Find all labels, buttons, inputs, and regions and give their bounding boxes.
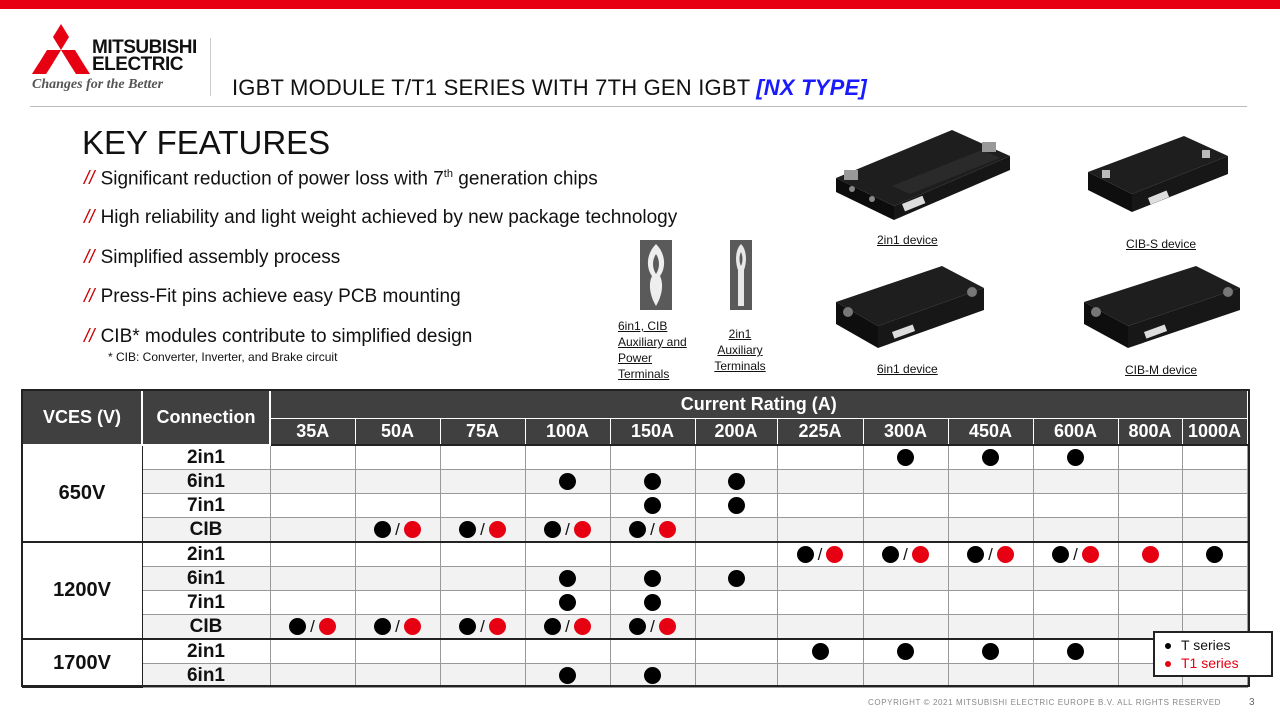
legend-label: T series	[1181, 637, 1231, 653]
t-series-dot-icon	[982, 449, 999, 466]
table-row	[22, 591, 1247, 615]
t-series-dot-icon	[459, 618, 476, 635]
t-series-dot-icon	[897, 643, 914, 660]
feature-text: Press-Fit pins achieve easy PCB mounting	[100, 286, 461, 307]
feature-text: Significant reduction of power loss with 7	[100, 168, 444, 190]
connection-cell: 6in1	[142, 567, 270, 591]
availability-cell	[777, 639, 863, 664]
brand-name-line1: MITSUBISHI	[92, 37, 197, 58]
t1-series-dot-icon	[826, 546, 843, 563]
connection-cell: 7in1	[142, 494, 270, 518]
feature-item	[84, 207, 677, 229]
availability-cell	[777, 542, 863, 567]
caption-line: Auxiliary	[717, 343, 763, 357]
page-number: 3	[1249, 697, 1255, 708]
availability-cell	[1182, 567, 1247, 591]
availability-cell	[1033, 494, 1118, 518]
t1-series-dot-icon	[404, 618, 421, 635]
availability-cell	[1033, 664, 1118, 688]
pin-2in1-caption	[711, 326, 769, 374]
availability-cell	[1182, 518, 1247, 543]
t-series-dot-icon	[644, 497, 661, 514]
device-2in1-caption: 2in1 device	[877, 233, 938, 247]
device-cib-m-caption: CIB-M device	[1125, 363, 1198, 377]
t-series-dot-icon	[1052, 546, 1069, 563]
t-series-dot-icon	[544, 618, 561, 635]
t-series-dot-icon	[459, 521, 476, 538]
t1-series-dot-icon	[659, 521, 676, 538]
availability-cell	[863, 567, 948, 591]
three-diamonds-icon	[32, 24, 90, 74]
t1-series-dot-icon	[574, 521, 591, 538]
feature-text: Simplified assembly process	[100, 247, 341, 268]
availability-cell	[948, 639, 1033, 664]
current-header-300a: 300A	[863, 418, 948, 445]
availability-cell	[695, 470, 777, 494]
availability-cell	[1182, 445, 1247, 470]
t-series-dot-icon	[1206, 546, 1223, 563]
availability-cell	[777, 591, 863, 615]
availability-cell	[525, 567, 610, 591]
copyright-notice: COPYRIGHT © 2021 MITSUBISHI ELECTRIC EUROPE B.V. ALL RIGHTS RESERVED	[868, 698, 1222, 707]
series-legend	[1153, 631, 1273, 677]
brand-tagline: Changes for the Better	[32, 77, 164, 92]
availability-cell	[695, 591, 777, 615]
red-dot-icon	[1165, 661, 1171, 667]
t1-series-dot-icon	[1082, 546, 1099, 563]
availability-cell	[440, 518, 525, 543]
connection-cell: 2in1	[142, 542, 270, 567]
legend-t1-series	[1165, 655, 1239, 671]
bullet-marker: //	[84, 326, 95, 347]
table-row	[22, 639, 1247, 664]
current-header-150a: 150A	[610, 418, 695, 445]
availability-cell	[863, 470, 948, 494]
availability-cell	[1033, 591, 1118, 615]
availability-cell	[1033, 445, 1118, 470]
availability-cell	[525, 518, 610, 543]
t-series-dot-icon	[967, 546, 984, 563]
availability-cell	[355, 615, 440, 640]
availability-cell	[863, 615, 948, 640]
voltage-cell: 1200V	[22, 542, 142, 639]
availability-cell	[610, 664, 695, 688]
availability-cell	[440, 542, 525, 567]
t-series-dot-icon	[812, 643, 829, 660]
availability-cell	[695, 518, 777, 543]
t1-series-dot-icon	[912, 546, 929, 563]
bullet-marker: //	[84, 207, 95, 228]
availability-cell	[525, 664, 610, 688]
availability-cell	[355, 518, 440, 543]
availability-cell	[440, 567, 525, 591]
bullet-marker: //	[84, 247, 95, 268]
header-current-rating: Current Rating (A)	[270, 390, 1247, 418]
current-header-450a: 450A	[948, 418, 1033, 445]
header-vces: VCES (V)	[22, 390, 142, 445]
availability-cell	[355, 664, 440, 688]
slash-separator: /	[903, 544, 908, 564]
availability-cell	[1118, 591, 1182, 615]
device-2in1-image	[832, 126, 1014, 226]
slash-separator: /	[480, 519, 485, 539]
availability-cell	[863, 591, 948, 615]
current-header-225a: 225A	[777, 418, 863, 445]
availability-cell	[355, 591, 440, 615]
availability-cell	[1033, 567, 1118, 591]
availability-cell	[1033, 615, 1118, 640]
feature-text: High reliability and light weight achieved by new package technology	[100, 207, 678, 228]
availability-cell	[525, 494, 610, 518]
t-series-dot-icon	[882, 546, 899, 563]
key-features-heading: KEY FEATURES	[82, 124, 331, 161]
pin-6in1-caption	[618, 318, 687, 382]
availability-cell	[440, 664, 525, 688]
current-header-200a: 200A	[695, 418, 777, 445]
bullet-marker: //	[84, 286, 95, 307]
caption-line: Power	[618, 351, 653, 365]
table-row	[22, 615, 1247, 640]
availability-cell	[355, 542, 440, 567]
caption-line: Terminals	[714, 359, 766, 373]
t-series-dot-icon	[559, 594, 576, 611]
availability-cell	[863, 494, 948, 518]
feature-text-tail: generation chips	[452, 168, 598, 190]
legend-label: T1 series	[1181, 655, 1239, 671]
availability-cell	[525, 639, 610, 664]
availability-cell	[1182, 470, 1247, 494]
availability-cell	[610, 518, 695, 543]
availability-cell	[777, 470, 863, 494]
slide-title	[232, 75, 867, 101]
black-dot-icon	[1165, 643, 1171, 649]
availability-cell	[695, 542, 777, 567]
voltage-cell: 650V	[22, 445, 142, 542]
t-series-dot-icon	[728, 570, 745, 587]
availability-cell	[440, 445, 525, 470]
t-series-dot-icon	[728, 497, 745, 514]
t-series-dot-icon	[897, 449, 914, 466]
header-divider	[210, 38, 211, 96]
table-row	[22, 445, 1247, 470]
t-series-dot-icon	[289, 618, 306, 635]
connection-cell: CIB	[142, 615, 270, 640]
availability-cell	[270, 445, 355, 470]
availability-cell	[1118, 494, 1182, 518]
availability-cell	[610, 542, 695, 567]
t-series-dot-icon	[1067, 643, 1084, 660]
t-series-dot-icon	[544, 521, 561, 538]
availability-cell	[1118, 470, 1182, 494]
availability-cell	[270, 542, 355, 567]
press-fit-pin-2in1-image	[730, 240, 752, 310]
availability-cell	[863, 445, 948, 470]
availability-cell	[948, 470, 1033, 494]
availability-cell	[777, 445, 863, 470]
table-row	[22, 542, 1247, 567]
availability-cell	[695, 445, 777, 470]
caption-line: Terminals	[618, 367, 670, 381]
cib-footnote: * CIB: Converter, Inverter, and Brake circuit	[108, 350, 338, 364]
header-connection: Connection	[142, 390, 270, 445]
t-series-dot-icon	[559, 570, 576, 587]
t-series-dot-icon	[982, 643, 999, 660]
availability-cell	[777, 615, 863, 640]
availability-cell	[695, 494, 777, 518]
slash-separator: /	[650, 616, 655, 636]
t-series-dot-icon	[629, 521, 646, 538]
connection-cell: 2in1	[142, 445, 270, 470]
current-header-600a: 600A	[1033, 418, 1118, 445]
availability-cell	[440, 470, 525, 494]
availability-cell	[355, 494, 440, 518]
availability-cell	[525, 542, 610, 567]
current-header-1000a: 1000A	[1182, 418, 1247, 445]
availability-cell	[695, 664, 777, 688]
current-header-35a: 35A	[270, 418, 355, 445]
availability-cell	[270, 591, 355, 615]
availability-cell	[1118, 567, 1182, 591]
t-series-dot-icon	[629, 618, 646, 635]
t1-series-dot-icon	[404, 521, 421, 538]
availability-cell	[1118, 445, 1182, 470]
device-6in1-image	[832, 262, 988, 358]
availability-cell	[777, 567, 863, 591]
availability-cell	[525, 470, 610, 494]
availability-cell	[695, 639, 777, 664]
feature-item	[84, 247, 340, 269]
availability-cell	[948, 615, 1033, 640]
availability-cell	[948, 567, 1033, 591]
availability-cell	[1182, 494, 1247, 518]
availability-cell	[948, 591, 1033, 615]
t-series-dot-icon	[559, 473, 576, 490]
t-series-dot-icon	[374, 618, 391, 635]
caption-line: 6in1, CIB	[618, 319, 668, 333]
current-rating-table	[21, 389, 1248, 688]
table-row	[22, 567, 1247, 591]
availability-cell	[948, 664, 1033, 688]
table-row	[22, 518, 1247, 543]
availability-cell	[1118, 542, 1182, 567]
availability-cell	[355, 470, 440, 494]
availability-cell	[355, 445, 440, 470]
availability-cell	[1033, 470, 1118, 494]
availability-cell	[863, 639, 948, 664]
availability-cell	[270, 664, 355, 688]
availability-cell	[948, 445, 1033, 470]
availability-cell	[610, 470, 695, 494]
availability-cell	[695, 615, 777, 640]
table-row	[22, 470, 1247, 494]
availability-cell	[695, 567, 777, 591]
t1-series-dot-icon	[659, 618, 676, 635]
availability-cell	[270, 518, 355, 543]
legend-t-series	[1165, 637, 1231, 653]
availability-cell	[440, 591, 525, 615]
current-header-50a: 50A	[355, 418, 440, 445]
availability-cell	[1033, 518, 1118, 543]
connection-cell: 6in1	[142, 664, 270, 688]
t1-series-dot-icon	[319, 618, 336, 635]
slash-separator: /	[310, 616, 315, 636]
t-series-dot-icon	[1067, 449, 1084, 466]
t1-series-dot-icon	[489, 521, 506, 538]
t-series-dot-icon	[797, 546, 814, 563]
slash-separator: /	[817, 544, 823, 564]
availability-cell	[948, 542, 1033, 567]
table-row	[22, 664, 1247, 688]
availability-cell	[440, 494, 525, 518]
device-cib-m-image	[1080, 262, 1244, 358]
t-series-dot-icon	[644, 667, 661, 684]
availability-cell	[863, 518, 948, 543]
press-fit-pin-6in1-image	[640, 240, 672, 310]
availability-cell	[777, 664, 863, 688]
availability-cell	[270, 494, 355, 518]
availability-cell	[948, 494, 1033, 518]
slash-separator: /	[650, 519, 655, 539]
availability-cell	[863, 542, 948, 567]
t1-series-dot-icon	[574, 618, 591, 635]
availability-cell	[525, 591, 610, 615]
t-series-dot-icon	[644, 570, 661, 587]
t-series-dot-icon	[559, 667, 576, 684]
t-series-dot-icon	[374, 521, 391, 538]
device-6in1-caption: 6in1 device	[877, 362, 938, 376]
availability-cell	[270, 567, 355, 591]
availability-cell	[1182, 591, 1247, 615]
feature-item	[84, 326, 472, 348]
availability-cell	[270, 615, 355, 640]
availability-cell	[525, 615, 610, 640]
availability-cell	[270, 470, 355, 494]
feature-superscript: th	[443, 168, 453, 180]
table-row	[22, 494, 1247, 518]
t-series-dot-icon	[644, 594, 661, 611]
availability-cell	[610, 591, 695, 615]
slash-separator: /	[480, 616, 485, 636]
availability-cell	[440, 615, 525, 640]
availability-cell	[270, 639, 355, 664]
slash-separator: /	[565, 519, 570, 539]
availability-cell	[355, 567, 440, 591]
device-cib-s-image	[1084, 132, 1232, 222]
current-header-75a: 75A	[440, 418, 525, 445]
voltage-cell: 1700V	[22, 639, 142, 688]
availability-cell	[863, 664, 948, 688]
connection-cell: 6in1	[142, 470, 270, 494]
connection-cell: 7in1	[142, 591, 270, 615]
t-series-dot-icon	[644, 473, 661, 490]
title-underline	[30, 106, 1247, 107]
t1-series-dot-icon	[489, 618, 506, 635]
availability-cell	[1182, 542, 1247, 567]
availability-cell	[610, 639, 695, 664]
availability-cell	[610, 615, 695, 640]
current-header-100a: 100A	[525, 418, 610, 445]
availability-cell	[610, 494, 695, 518]
availability-cell	[1033, 542, 1118, 567]
availability-cell	[610, 567, 695, 591]
caption-line: Auxiliary and	[618, 335, 687, 349]
slash-separator: /	[1073, 544, 1078, 564]
bullet-marker: //	[84, 168, 95, 190]
slide-title-text: IGBT MODULE T/T1 SERIES WITH 7TH GEN IGBT	[232, 75, 750, 100]
t1-series-dot-icon	[997, 546, 1014, 563]
caption-line: 2in1	[728, 327, 752, 341]
availability-cell	[1033, 639, 1118, 664]
slash-separator: /	[988, 544, 993, 564]
slash-separator: /	[565, 616, 570, 636]
brand-name-line2: ELECTRIC	[92, 54, 183, 75]
feature-item	[84, 168, 598, 190]
slash-separator: /	[395, 519, 400, 539]
availability-cell	[1118, 518, 1182, 543]
top-accent-bar	[0, 0, 1280, 9]
availability-cell	[948, 518, 1033, 543]
availability-cell	[525, 445, 610, 470]
availability-cell	[440, 639, 525, 664]
availability-cell	[777, 494, 863, 518]
slide-title-highlight: [NX TYPE]	[756, 75, 867, 100]
availability-cell	[610, 445, 695, 470]
device-cib-s-caption: CIB-S device	[1126, 237, 1197, 251]
availability-cell	[777, 518, 863, 543]
availability-cell	[355, 639, 440, 664]
feature-text: CIB* modules contribute to simplified design	[100, 326, 473, 347]
feature-item	[84, 286, 461, 308]
t1-series-dot-icon	[1142, 546, 1159, 563]
connection-cell: CIB	[142, 518, 270, 543]
connection-cell: 2in1	[142, 639, 270, 664]
mitsubishi-logo	[32, 24, 204, 96]
slash-separator: /	[395, 616, 400, 636]
current-header-800a: 800A	[1118, 418, 1182, 445]
t-series-dot-icon	[728, 473, 745, 490]
